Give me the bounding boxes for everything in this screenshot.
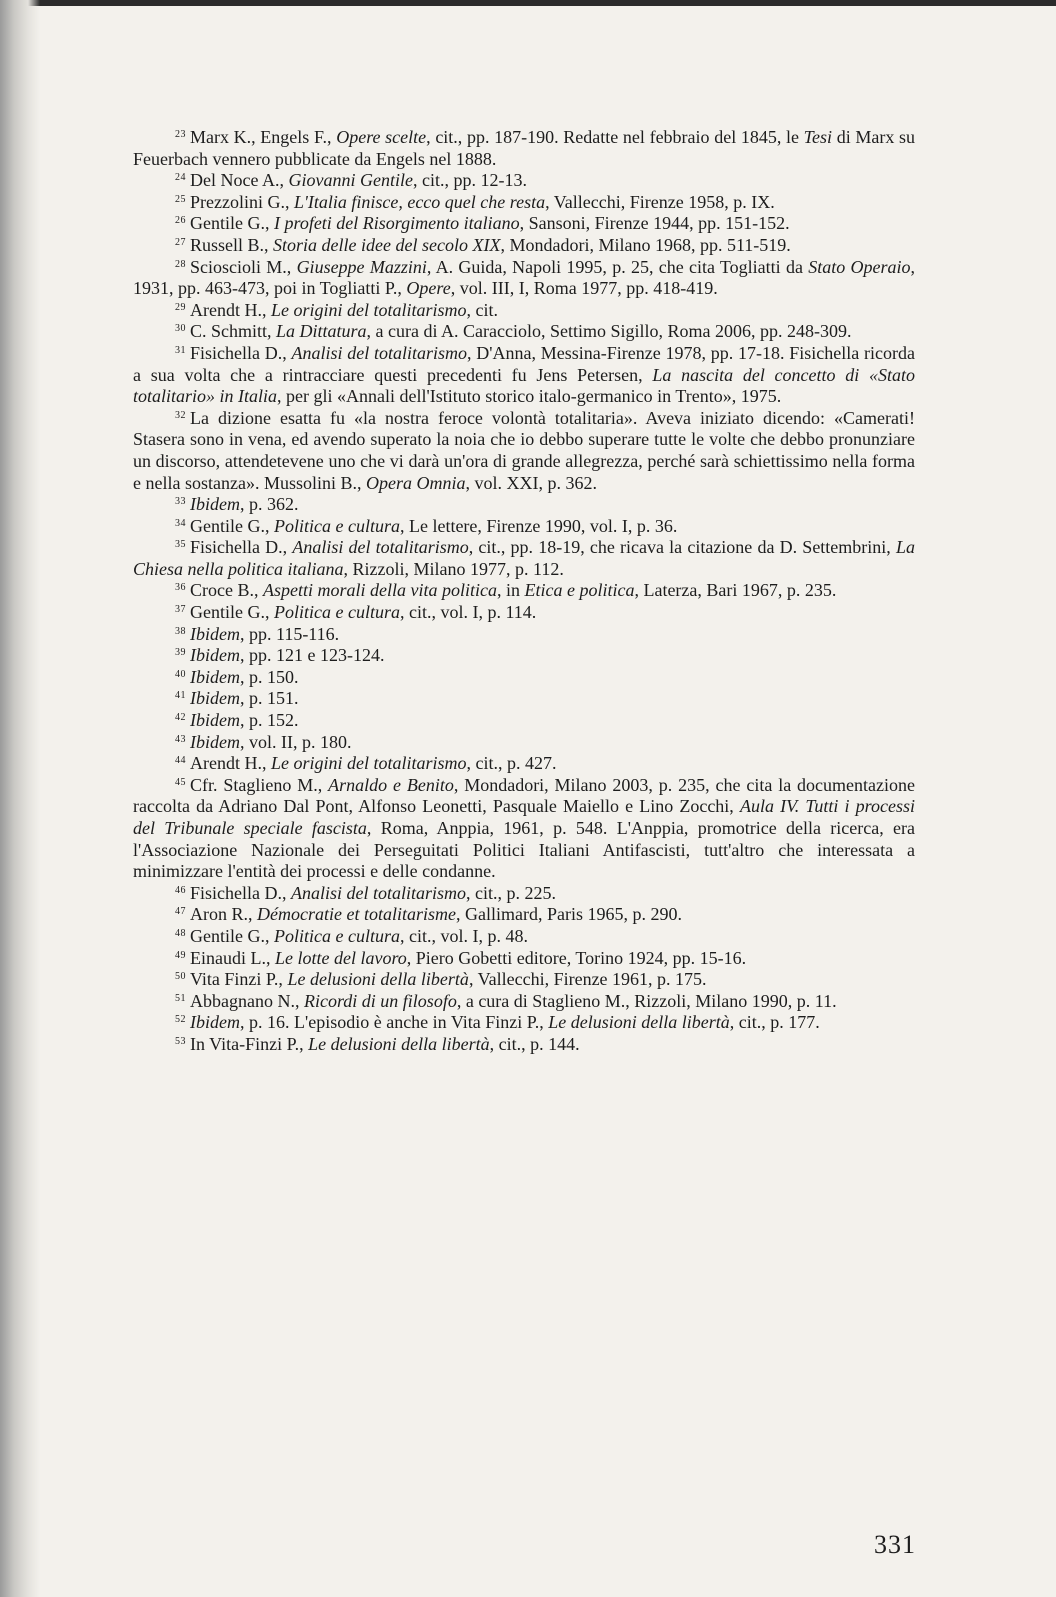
footnote-number: 45	[175, 776, 186, 788]
footnote-text: Abbagnano N.,	[190, 990, 304, 1011]
footnote-number: 41	[175, 690, 186, 702]
footnote-text: Gentile G.,	[190, 602, 274, 623]
page-top-edge	[0, 0, 1056, 6]
footnote-text: , cit.	[466, 299, 498, 320]
footnote-text: Vita Finzi P.,	[190, 969, 288, 990]
footnote-number: 48	[175, 927, 186, 939]
footnote-number: 32	[175, 409, 186, 421]
footnote	[133, 257, 915, 300]
footnote	[133, 732, 915, 754]
footnote-italic-text: Analisi del totalitarismo	[291, 882, 467, 903]
footnote-text: Gentile G.,	[190, 925, 274, 946]
footnote-text: , cit., p. 177.	[729, 1012, 820, 1033]
footnote-text: , a cura di Staglieno M., Rizzoli, Milano 1990, p. 11.	[456, 990, 837, 1011]
footnote-italic-text: Le origini del totalitarismo	[270, 299, 467, 320]
footnote-italic-text: Ibidem	[190, 645, 240, 666]
footnote-text: Fisichella D.,	[190, 882, 291, 903]
footnote	[133, 775, 915, 883]
footnote-text: , vol. XXI, p. 362.	[465, 472, 597, 493]
footnote-italic-text: Ibidem	[190, 688, 240, 709]
footnote-text: , Piero Gobetti editore, Torino 1924, pp. 15-16.	[406, 947, 747, 968]
footnote-text: Gentile G.,	[190, 515, 274, 536]
footnote-text: Aron R.,	[190, 904, 257, 925]
footnote-italic-text: La nascita del concetto di «Stato totalitario» in Italia	[133, 364, 915, 407]
footnotes-list	[133, 127, 915, 1056]
footnote-italic-text: Démocratie et totalitarisme	[257, 904, 456, 925]
footnote-text: , p. 150.	[239, 666, 299, 687]
footnote	[133, 948, 915, 970]
footnote-italic-text: Ibidem	[190, 731, 240, 752]
footnote	[133, 537, 915, 580]
footnote-italic-text: Politica e cultura	[273, 515, 400, 536]
footnote-italic-text: Analisi del totalitarismo	[291, 342, 468, 363]
footnote-text: C. Schmitt,	[190, 321, 277, 342]
footnote-text: Del Noce A.,	[190, 170, 289, 191]
footnote	[133, 580, 915, 602]
footnote-text: Arendt H.,	[190, 753, 271, 774]
footnote-number: 34	[175, 517, 186, 529]
footnote-number: 27	[175, 236, 186, 248]
footnote-italic-text: La Chiesa nella politica italiana	[133, 537, 915, 579]
footnote-number: 49	[175, 949, 186, 961]
footnote-number: 47	[175, 906, 186, 918]
footnote-italic-text: Aspetti morali della vita politica	[262, 580, 497, 601]
footnote-italic-text: Ibidem	[190, 623, 240, 644]
footnote-italic-text: L'Italia finisce, ecco quel che resta	[293, 191, 546, 212]
footnote-text: , A. Guida, Napoli 1995, p. 25, che cita Togliatti da	[426, 256, 809, 277]
footnote-italic-text: Etica e politica	[524, 580, 635, 601]
footnote-text: La dizione esatta fu «la nostra feroce volontà totalitaria». Aveva iniziato dicendo: «Camerati! Stasera sono in vena, ed avendo superato la noia che io debbo superare tutte le volte che debbo pronunziare un discorso, attendetevene uno che vi darà un'ora di grande allegrezza, perché sarà schiettissimo nella forma e nella sostanza». Mussolini B.,	[133, 407, 915, 493]
footnote-italic-text: Le delusioni della libertà	[548, 1012, 730, 1033]
footnote	[133, 494, 915, 516]
footnote-italic-text: Opere	[406, 278, 451, 299]
footnote-number: 28	[175, 258, 186, 270]
footnote-text: Russell B.,	[190, 234, 274, 255]
footnote-text: , vol. II, p. 180.	[239, 731, 352, 752]
footnote	[133, 688, 915, 710]
footnote-text: Fisichella D.,	[190, 342, 292, 363]
footnote-text: , Mondadori, Milano 2003, p. 235, che cita la documentazione raccolta da Adriano Dal Pont, Alfonso Leonetti, Pasquale Maiello e Lino Zocchi,	[133, 774, 916, 817]
footnote-text: , Vallecchi, Firenze 1961, p. 175.	[468, 969, 707, 990]
footnote-text: , cit., p. 225.	[466, 882, 557, 903]
footnote	[133, 213, 915, 235]
footnote-text: , a cura di A. Caracciolo, Settimo Sigillo, Roma 2006, pp. 248-309.	[366, 321, 852, 342]
footnote-italic-text: Le lotte del lavoro	[274, 947, 407, 968]
footnote-text: Arendt H.,	[190, 299, 271, 320]
footnote-text: In Vita-Finzi P.,	[190, 1033, 309, 1054]
footnote-italic-text: Le delusioni della libertà	[287, 969, 469, 990]
footnote-number: 38	[175, 625, 186, 637]
footnote-italic-text: Politica e cultura	[273, 602, 400, 623]
footnote-italic-text: Le delusioni della libertà	[308, 1033, 490, 1054]
footnote-italic-text: Opere scelte	[336, 127, 427, 147]
footnote-italic-text: Stato Operaio	[808, 256, 911, 277]
footnote	[133, 1034, 915, 1056]
footnote-number: 33	[175, 496, 186, 508]
footnote-text: , 1931, pp. 463-473, poi in Togliatti P.,	[133, 256, 915, 299]
footnote	[133, 883, 915, 905]
footnote	[133, 343, 915, 408]
footnote	[133, 300, 915, 322]
footnote	[133, 926, 915, 948]
footnote-italic-text: La Dittatura	[276, 321, 367, 342]
footnote-text: , Roma, Anppia, 1961, p. 548. L'Anppia, promotrice della ricerca, era l'Associazione Nazionale dei Perseguitati Politici Italiani Antifascisti, tutt'altro che interessata a minimizzare l'entità dei processi e delle condanne.	[133, 818, 915, 882]
footnote-text: , Gallimard, Paris 1965, p. 290.	[455, 904, 682, 925]
footnote	[133, 1012, 915, 1034]
footnote-text: Cfr. Staglieno M.,	[190, 774, 329, 795]
footnote-number: 25	[175, 193, 186, 205]
footnote	[133, 710, 915, 732]
footnote-number: 40	[175, 668, 186, 680]
footnote-text: , cit., vol. I, p. 48.	[399, 925, 528, 946]
footnote	[133, 516, 915, 538]
footnote-text: , Laterza, Bari 1967, p. 235.	[634, 580, 837, 601]
footnote	[133, 235, 915, 257]
footnote-italic-text: Ibidem	[190, 1012, 240, 1033]
footnote	[133, 645, 915, 667]
footnote-text: , p. 16. L'episodio è anche in Vita Finzi P.,	[239, 1012, 549, 1033]
footnote-italic-text: Le origini del totalitarismo	[270, 753, 467, 774]
footnote-number: 50	[175, 971, 186, 983]
footnote	[133, 667, 915, 689]
footnote-text: di Marx su Feuerbach vennero pubblicate da Engels nel 1888.	[133, 127, 916, 169]
footnote-text: , vol. III, I, Roma 1977, pp. 418-419.	[450, 278, 718, 299]
footnote-number: 37	[175, 604, 186, 616]
footnote-number: 52	[175, 1014, 186, 1026]
footnote-text: , pp. 115-116.	[239, 623, 340, 644]
footnote	[133, 969, 915, 991]
footnote-number: 26	[175, 215, 186, 227]
footnote-number: 23	[175, 129, 186, 140]
footnote-italic-text: Giovanni Gentile	[288, 170, 413, 191]
footnote-text: , Rizzoli, Milano 1977, p. 112.	[343, 558, 564, 579]
footnote-italic-text: I profeti del Risorgimento italiano	[273, 213, 520, 234]
footnote	[133, 170, 915, 192]
footnote-italic-text: Opera Omnia	[365, 472, 466, 493]
footnote	[133, 904, 915, 926]
footnote-number: 30	[175, 323, 186, 335]
footnote-number: 39	[175, 647, 186, 659]
footnote	[133, 602, 915, 624]
footnote	[133, 991, 915, 1013]
footnote-text: Prezzolini G.,	[190, 191, 294, 212]
footnote-italic-text: Ibidem	[190, 710, 240, 731]
footnote-text: Einaudi L.,	[190, 947, 275, 968]
footnote-italic-text: Aula IV. Tutti i processi del Tribunale speciale fascista	[133, 796, 915, 838]
footnote-text: , cit., vol. I, p. 114.	[399, 602, 537, 623]
footnote-italic-text: Ibidem	[190, 666, 240, 687]
footnote	[133, 127, 915, 170]
footnote-text: , per gli «Annali dell'Istituto storico italo-germanico in Trento», 1975.	[277, 386, 782, 407]
footnote-text: , cit., pp. 12-13.	[412, 170, 527, 191]
footnote-italic-text: Politica e cultura	[273, 925, 400, 946]
footnote-text: , p. 362.	[239, 494, 299, 515]
footnote-text: , cit., p. 427.	[466, 753, 557, 774]
footnote-text: , Mondadori, Milano 1968, pp. 511-519.	[500, 234, 791, 255]
footnote-text: Marx K., Engels F.,	[190, 127, 337, 147]
footnote-italic-text: Ibidem	[190, 494, 240, 515]
footnote	[133, 624, 915, 646]
footnote	[133, 192, 915, 214]
footnote-number: 35	[175, 539, 186, 551]
footnote-number: 44	[175, 755, 186, 767]
footnote	[133, 408, 915, 494]
footnote-text: , cit., pp. 18-19, che ricava la citazione da D. Settembrini,	[468, 537, 896, 558]
footnote-text: , p. 151.	[239, 688, 299, 709]
footnote-number: 43	[175, 733, 186, 745]
footnote	[133, 321, 915, 343]
footnote-text: Fisichella D.,	[190, 537, 293, 558]
footnote-italic-text: Tesi	[803, 127, 833, 147]
footnote-text: , Sansoni, Firenze 1944, pp. 151-152.	[519, 213, 790, 234]
footnote-text: Croce B.,	[190, 580, 263, 601]
footnote-number: 42	[175, 712, 186, 724]
footnote	[133, 753, 915, 775]
footnote-number: 53	[175, 1035, 186, 1047]
footnote-text: Gentile G.,	[190, 213, 274, 234]
binding-shadow	[0, 0, 40, 1597]
footnote-number: 29	[175, 301, 186, 313]
page-number: 331	[874, 1530, 916, 1559]
footnote-number: 51	[175, 992, 186, 1004]
footnote-italic-text: Storia delle idee del secolo XIX	[273, 234, 501, 255]
footnote-text: , cit., pp. 187-190. Redatte nel febbraio del 1845, le	[426, 127, 804, 147]
footnote-number: 36	[175, 582, 186, 594]
footnote-text: , in	[496, 580, 525, 601]
footnote-text: , p. 152.	[239, 710, 299, 731]
footnote-number: 24	[175, 172, 186, 184]
footnote-italic-text: Ricordi di un filosofo	[303, 990, 457, 1011]
footnote-text: , pp. 121 e 123-124.	[239, 645, 385, 666]
footnote-number: 46	[175, 884, 186, 896]
footnote-italic-text: Giuseppe Mazzini	[296, 256, 427, 277]
footnote-text: Scioscioli M.,	[190, 256, 297, 277]
footnote-italic-text: Analisi del totalitarismo	[292, 537, 469, 558]
footnote-text: , cit., p. 144.	[489, 1033, 580, 1054]
footnote-text: , D'Anna, Messina-Firenze 1978, pp. 17-18. Fisichella ricorda a sua volta che a rintracciare questi precedenti fu Jens Petersen,	[133, 342, 915, 385]
footnote-number: 31	[175, 344, 186, 356]
footnote-text: , Vallecchi, Firenze 1958, p. IX.	[545, 191, 775, 212]
footnote-italic-text: Arnaldo e Benito	[328, 774, 454, 795]
footnote-text: , Le lettere, Firenze 1990, vol. I, p. 36.	[399, 515, 678, 536]
